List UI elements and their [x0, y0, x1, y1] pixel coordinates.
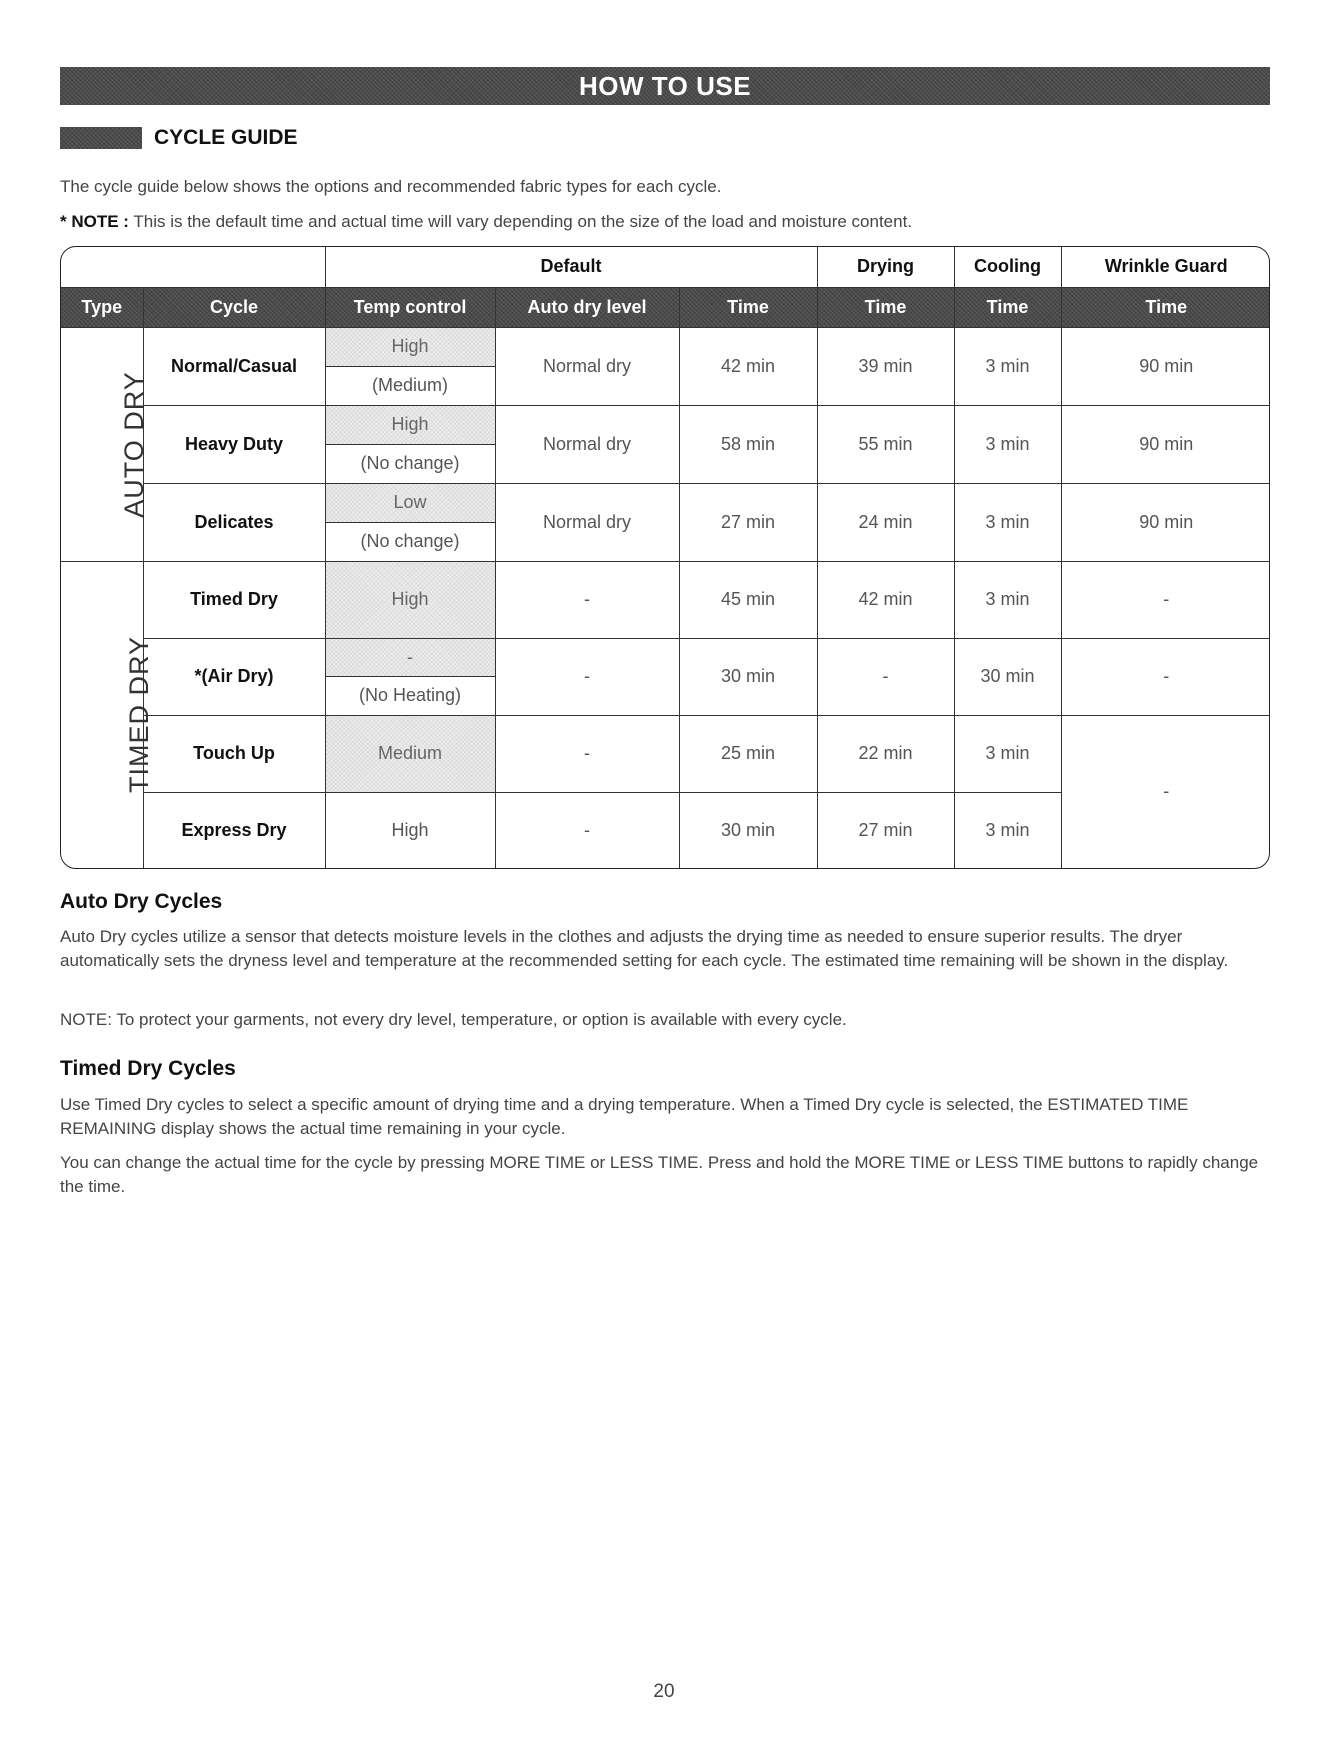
cooling-time: 3 min [954, 792, 1061, 868]
cooling-time: 3 min [954, 715, 1061, 792]
auto-dry-level: - [495, 638, 679, 715]
drying-time: - [817, 638, 954, 715]
auto-dry-level: - [495, 561, 679, 638]
temp-value: High [326, 406, 495, 445]
auto-dry-heading: Auto Dry Cycles [60, 890, 223, 913]
drying-time: 22 min [817, 715, 954, 792]
heading-marker [60, 127, 142, 149]
temp-cell [325, 792, 495, 868]
temp-value: Medium [377, 743, 443, 763]
group-header-drying: Drying [817, 247, 954, 287]
section-banner [60, 67, 1270, 105]
cycle-name: Delicates [143, 483, 325, 561]
note-body: This is the default time and actual time will vary depending on the size of the load and moisture content. [128, 212, 913, 231]
type-auto-dry [61, 327, 149, 561]
group-header-row [61, 247, 1270, 287]
table-row [61, 638, 1270, 715]
table-row [61, 405, 1270, 483]
default-time: 27 min [679, 483, 817, 561]
table-row [61, 327, 1270, 405]
cycle-name: Express Dry [143, 792, 325, 868]
temp-value: - [326, 639, 495, 678]
banner-title: HOW TO USE [578, 70, 752, 101]
cycle-name: Timed Dry [143, 561, 325, 638]
col-header-wrinkle-time: Time [1061, 287, 1270, 327]
group-header-wrinkle: Wrinkle Guard [1061, 247, 1270, 287]
auto-dry-level: - [495, 792, 679, 868]
auto-dry-level: Normal dry [495, 405, 679, 483]
intro-text: The cycle guide below shows the options and recommended fabric types for each cycle. [60, 177, 722, 196]
col-header-type: Type [61, 287, 143, 327]
type-label-auto: AUTO DRY [118, 370, 149, 518]
cycle-name: Heavy Duty [143, 405, 325, 483]
cooling-time: 3 min [954, 405, 1061, 483]
temp-note: (No Heating) [358, 685, 462, 706]
col-header-auto-dry: Auto dry level [495, 287, 679, 327]
timed-dry-heading: Timed Dry Cycles [60, 1057, 236, 1080]
cooling-time: 30 min [954, 638, 1061, 715]
cooling-time: 3 min [954, 327, 1061, 405]
cycle-name: Touch Up [143, 715, 325, 792]
auto-dry-paragraph-1: Auto Dry cycles utilize a sensor that detects moisture levels in the clothes and adjusts the drying time as needed to ensure superior results. The dryer automatically sets the dryness level and temperature at the recommended setting for each cycle. The estimated time remaining will be shown in the display. [60, 927, 1229, 970]
default-time: 45 min [679, 561, 817, 638]
default-time: 30 min [679, 638, 817, 715]
drying-time: 27 min [817, 792, 954, 868]
wrinkle-guard-time: 90 min [1061, 483, 1270, 561]
col-header-drying-time: Time [817, 287, 954, 327]
temp-value: High [326, 328, 495, 367]
empty-corner [61, 247, 325, 287]
section-heading [60, 126, 298, 150]
table-row [61, 715, 1270, 792]
table-row [61, 483, 1270, 561]
temp-note: (No change) [360, 531, 460, 551]
timed-dry-paragraph-1: Use Timed Dry cycles to select a specific amount of drying time and a drying temperature. When a Timed Dry cycle is selected, the ESTIMATED TIME REMAINING display shows the actual time remaining in your cycle. [60, 1095, 1189, 1138]
temp-cell [325, 715, 495, 792]
wrinkle-guard-time: - [1061, 715, 1270, 868]
cooling-time: 3 min [954, 561, 1061, 638]
group-header-default: Default [325, 247, 817, 287]
temp-cell [325, 638, 495, 715]
type-label-timed: TIMED DRY [124, 635, 155, 794]
cooling-time: 3 min [954, 483, 1061, 561]
default-time: 25 min [679, 715, 817, 792]
temp-note: (No change) [360, 453, 460, 473]
drying-time: 55 min [817, 405, 954, 483]
table-row [61, 561, 1270, 638]
column-header-row [61, 287, 1270, 327]
timed-dry-paragraph-2: You can change the actual time for the cycle by pressing MORE TIME or LESS TIME. Press and hold the MORE TIME or LESS TIME buttons to rapidly change the time. [60, 1153, 1259, 1196]
temp-note: (Medium) [371, 375, 448, 395]
col-header-default-time: Time [679, 287, 817, 327]
drying-time: 42 min [817, 561, 954, 638]
temp-cell [325, 561, 495, 638]
auto-dry-level: Normal dry [495, 483, 679, 561]
section-title: CYCLE GUIDE [154, 126, 298, 149]
note-label: * NOTE : [60, 212, 129, 231]
default-time: 30 min [679, 792, 817, 868]
cycle-guide-table [60, 246, 1270, 869]
temp-value: High [391, 589, 429, 609]
auto-dry-level: - [495, 715, 679, 792]
col-header-cycle: Cycle [143, 287, 325, 327]
wrinkle-guard-time: - [1061, 561, 1270, 638]
default-time: 58 min [679, 405, 817, 483]
wrinkle-guard-time: 90 min [1061, 327, 1270, 405]
col-header-cooling-time: Time [954, 287, 1061, 327]
temp-value: Low [326, 484, 495, 523]
note-text [60, 210, 1270, 234]
temp-value: High [391, 819, 429, 840]
col-header-temp: Temp control [325, 287, 495, 327]
cycle-name: *(Air Dry) [143, 638, 325, 715]
group-header-cooling: Cooling [954, 247, 1061, 287]
page-number: 20 [653, 1681, 675, 1702]
wrinkle-guard-time: 90 min [1061, 405, 1270, 483]
type-timed-dry [61, 561, 155, 868]
temp-cell [325, 327, 495, 405]
drying-time: 39 min [817, 327, 954, 405]
cycle-name: Normal/Casual [143, 327, 325, 405]
auto-dry-level: Normal dry [495, 327, 679, 405]
wrinkle-guard-time: - [1061, 638, 1270, 715]
auto-dry-paragraph-2: NOTE: To protect your garments, not every dry level, temperature, or option is available with every cycle. [60, 1010, 847, 1029]
default-time: 42 min [679, 327, 817, 405]
drying-time: 24 min [817, 483, 954, 561]
temp-cell [325, 405, 495, 483]
temp-cell [325, 483, 495, 561]
